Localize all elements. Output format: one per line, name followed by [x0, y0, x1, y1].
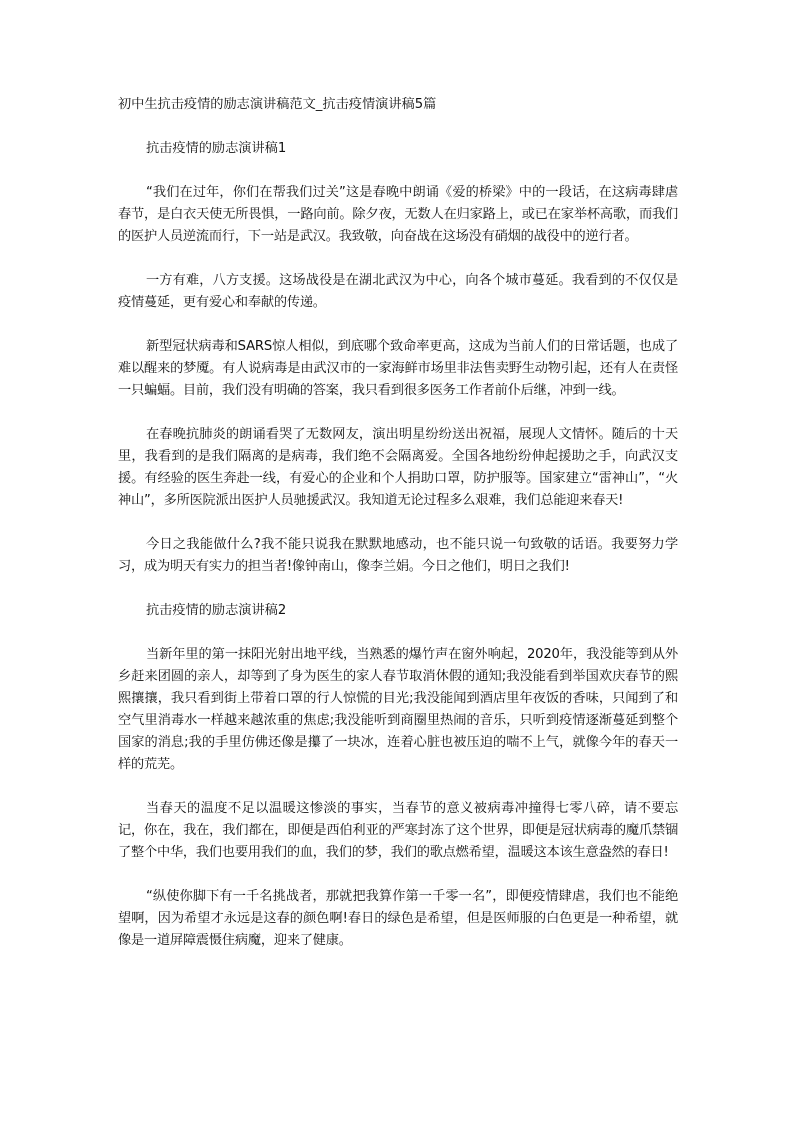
section-2-paragraph: “纵使你脚下有一千名挑战者，那就把我算作第一千零一名”，即便疫情肆虐，我们也不能绝望啊，因为希望才永远是这春的颜色啊!春日的绿色是希望，但是医师服的白色更是一种希望，就像是一道屏障震慑住病魔，迎来了健康。 — [118, 889, 678, 948]
section-2-paragraph: 当新年里的第一抹阳光射出地平线，当熟悉的爆竹声在窗外响起，2020年，我没能等到从外乡赶来团圆的亲人，却等到了身为医生的家人春节取消休假的通知;我没能看到举国欢庆春节的熙熙攘攘，我只看到街上带着口罩的行人惊慌的目光;我没能闻到酒店里年夜饭的香味，只闻到了和空气里消毒水一样越来越浓重的焦虑;我没能听到商圈里热闹的音乐，只听到疫情逐渐蔓延到整个国家的消息;我的手里仿佛还像是攥了一块冰，连着心脏也被压迫的喘不上气，就像今年的春天一样的荒芜。 — [118, 647, 678, 772]
section-1-paragraph: 一方有难，八方支援。这场战役是在湖北武汉为中心，向各个城市蔓延。我看到的不仅仅是疫情蔓延，更有爱心和奉献的传递。 — [118, 273, 678, 310]
document-title: 初中生抗击疫情的励志演讲稿范文_抗击疫情演讲稿5篇 — [118, 97, 437, 112]
section-1-paragraph: 在春晚抗肺炎的朗诵看哭了无数网友，演出明星纷纷送出祝福，展现人文情怀。随后的十天里，我看到的是我们隔离的是病毒，我们绝不会隔离爱。全国各地纷纷伸起援助之手，向武汉支援。有经验的医生奔赴一线，有爱心的企业和个人捐助口罩，防护服等。国家建立“雷神山”，“火神山”，多所医院派出医护人员驰援武汉。我知道无论过程多么艰难，我们总能迎来春天! — [118, 427, 678, 508]
section-1-paragraph: “我们在过年，你们在帮我们过关”这是春晚中朗诵《爱的桥梁》中的一段话，在这病毒肆虐春节，是白衣天使无所畏惧，一路向前。除夕夜，无数人在归家路上，或已在家举杯高歌，而我们的医护人员逆流而行，下一站是武汉。我致敬，向奋战在这场没有硝烟的战役中的逆行者。 — [118, 185, 678, 244]
section-heading-2: 抗击疫情的励志演讲稿2 — [146, 603, 287, 618]
section-1-paragraph: 新型冠状病毒和SARS惊人相似，到底哪个致命率更高，这成为当前人们的日常话题，也成了难以醒来的梦魇。有人说病毒是由武汉市的一家海鲜市场里非法售卖野生动物引起，还有人在责怪一只蝙蝠。目前，我们没有明确的答案，我只看到很多医务工作者前仆后继，冲到一线。 — [118, 339, 678, 398]
section-2-paragraph: 当春天的温度不足以温暖这惨淡的事实，当春节的意义被病毒冲撞得七零八碎，请不要忘记，你在，我在，我们都在，即便是西伯利亚的严寒封冻了这个世界，即便是冠状病毒的魔爪禁锢了整个中华，我们也要用我们的血，我们的梦，我们的歌点燃希望，温暖这本该生意盎然的春日! — [118, 801, 678, 860]
section-heading-1: 抗击疫情的励志演讲稿1 — [146, 141, 287, 156]
section-1-paragraph: 今日之我能做什么?我不能只说我在默默地感动，也不能只说一句致敬的话语。我要努力学习，成为明天有实力的担当者!像钟南山，像李兰娟。今日之他们，明日之我们! — [118, 537, 678, 574]
document-page — [118, 94, 678, 974]
